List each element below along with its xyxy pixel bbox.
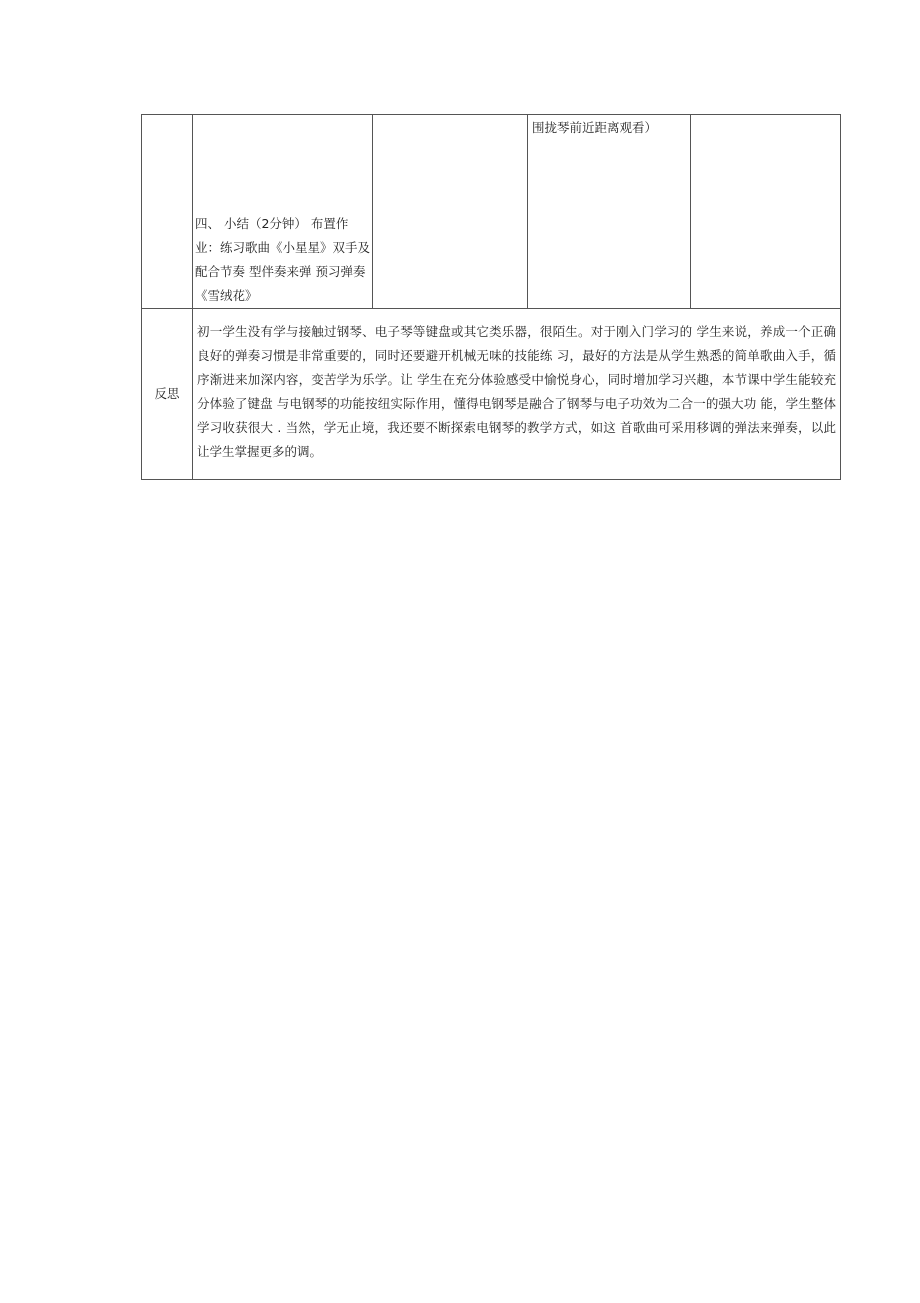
table-row bbox=[142, 115, 841, 309]
student-activity-cell bbox=[528, 115, 691, 309]
teacher-activity-cell bbox=[373, 115, 528, 309]
reflection-cell bbox=[193, 309, 841, 480]
table-row bbox=[142, 309, 841, 480]
summary-step-text: 四、 小结（2分钟） 布置作业：练习歌曲《小星星》双手及配合节奏 型伴奏来弹 预习弹奏《雪绒花》 bbox=[195, 216, 371, 303]
student-activity-text: 围拢琴前近距离观看） bbox=[532, 120, 658, 135]
reflection-text: 初一学生没有学与接触过钢琴、电子琴等键盘或其它类乐器，很陌生。对于刚入门学习的 学生来说，养成一个正确良好的弹奏习惯是非常重要的，同时还要避开机械无味的技能练 习，最好的方法是从学生熟悉的简单歌曲入手，循序渐进来加深内容，变苦学为乐学。让 学生在充分体验感受中愉悦身心，同时增加学习兴趣，本节课中学生能较充分体验了键盘 与电钢琴的功能按纽实际作用，懂得电钢琴是融合了钢琴与电子功效为二合一的强大功 能，学生整体学习收获很大 . 当然，学无止境，我还要不断探索电钢琴的教学方式，如这 首歌曲可采用移调的弹法来弹奏，以此让学生掌握更多的调。 bbox=[197, 324, 836, 459]
step-cell bbox=[193, 115, 373, 309]
intent-cell bbox=[691, 115, 841, 309]
lesson-plan-table bbox=[141, 114, 841, 480]
label-cell-empty bbox=[142, 115, 193, 309]
reflection-label: 反思 bbox=[142, 309, 193, 480]
